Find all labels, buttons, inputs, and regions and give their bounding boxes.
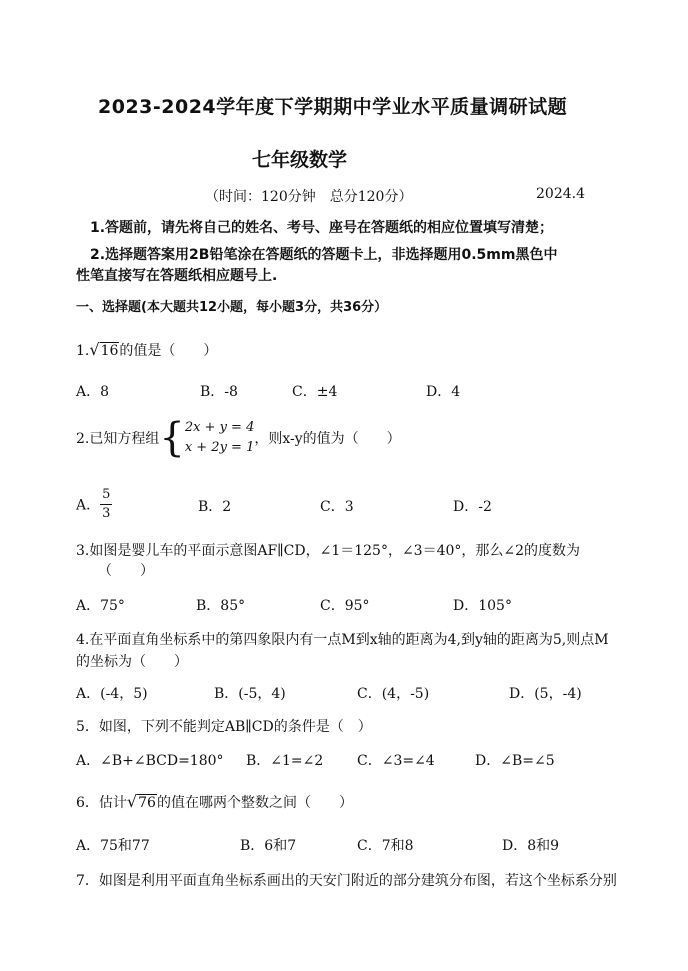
option-a: A．75° xyxy=(76,598,125,614)
equation-system xyxy=(185,418,255,458)
option-d: D．8和9 xyxy=(502,838,560,854)
option-a: A．75和77 xyxy=(76,838,150,854)
option-a: A．(-4，5) xyxy=(76,686,148,702)
page-title: 2023-2024学年度下学期期中学业水平质量调研试题 xyxy=(98,96,568,118)
option-a: A．∠B+∠BCD=180° xyxy=(76,753,224,769)
exam-date: 2024.4 xyxy=(536,186,585,202)
option-d: D．∠B=∠5 xyxy=(475,753,555,769)
time-info: （时间：120分钟 总分120分） xyxy=(205,189,413,205)
option-b: B．85° xyxy=(196,598,246,614)
question-3-line-1: 3.如图是婴儿车的平面示意图AF∥CD，∠1＝125°，∠3＝40°，那么∠2的度数为 xyxy=(76,543,581,559)
question-7-line-1: 7．如图是利用平面直角坐标系画出的天安门附近的部分建筑分布图，若这个坐标系分别 xyxy=(76,873,617,889)
option-d: D．-2 xyxy=(453,499,492,515)
option-c: C．±4 xyxy=(292,384,338,400)
notice-2: 2.选择题答案用2B铅笔涂在答题纸的答题卡上，非选择题用0.5mm黑色中 xyxy=(90,247,558,263)
question-1 xyxy=(76,340,217,360)
fraction xyxy=(100,486,112,523)
question-2-prefix: 2.已知方程组 xyxy=(76,431,160,447)
sqrt-symbol: √76 xyxy=(126,792,156,811)
page-subtitle: 七年级数学 xyxy=(252,149,348,171)
option-b: B．(-5，4) xyxy=(214,686,286,702)
question-4-line-2: 的坐标为（ ） xyxy=(76,654,188,670)
section-heading: 一、选择题(本大题共12小题，每小题3分，共36分） xyxy=(76,300,388,315)
option-a: A．8 xyxy=(76,384,110,400)
brace-symbol: { xyxy=(159,415,185,461)
option-b: B．6和7 xyxy=(240,838,297,854)
option-c: C．95° xyxy=(320,598,370,614)
option-b: B．-8 xyxy=(200,384,238,400)
radicand: 76 xyxy=(138,795,156,811)
option-b: B．2 xyxy=(198,499,232,515)
option-c: C．7和8 xyxy=(357,838,414,854)
equation-1: 2x + y = 4 xyxy=(184,420,255,435)
option-a-label: A． xyxy=(76,497,101,514)
radicand: 16 xyxy=(100,343,119,359)
question-5: 5．如图，下列不能判定AB∥CD的条件是（ ） xyxy=(76,719,372,735)
sqrt-symbol: √16 xyxy=(89,340,119,359)
option-c: C．(4，-5) xyxy=(357,686,430,702)
question-2 xyxy=(76,415,401,461)
denominator: 3 xyxy=(102,506,111,521)
notice-1: 1.答题前，请先将自己的姓名、考号、座号在答题纸的相应位置填写清楚； xyxy=(90,220,554,236)
option-b: B．∠1=∠2 xyxy=(246,753,324,769)
option-c: C．3 xyxy=(320,499,354,515)
question-6 xyxy=(76,792,353,812)
notice-3: 性笔直接写在答题纸相应题号上. xyxy=(76,268,278,284)
question-6-prefix: 6．估计 xyxy=(76,795,127,811)
option-d: D．105° xyxy=(453,598,512,614)
equation-2: x + 2y = 1 xyxy=(184,440,255,455)
question-1-prefix: 1. xyxy=(76,343,90,359)
question-2-suffix: ，则x-y的值为（ ） xyxy=(254,431,401,447)
option-d: D．4 xyxy=(426,384,461,400)
question-3-line-2: （ ） xyxy=(98,563,154,579)
question-4-line-1: 4.在平面直角坐标系中的第四象限内有一点M到x轴的距离为4,到y轴的距离为5,则点M xyxy=(76,632,609,648)
question-1-suffix: 的值是（ ） xyxy=(119,343,218,359)
question-6-suffix: 的值在哪两个整数之间（ ） xyxy=(156,795,353,811)
numerator: 5 xyxy=(100,486,112,505)
option-a xyxy=(76,486,112,523)
option-d: D．(5，-4) xyxy=(509,686,582,702)
option-c: C．∠3=∠4 xyxy=(357,753,435,769)
